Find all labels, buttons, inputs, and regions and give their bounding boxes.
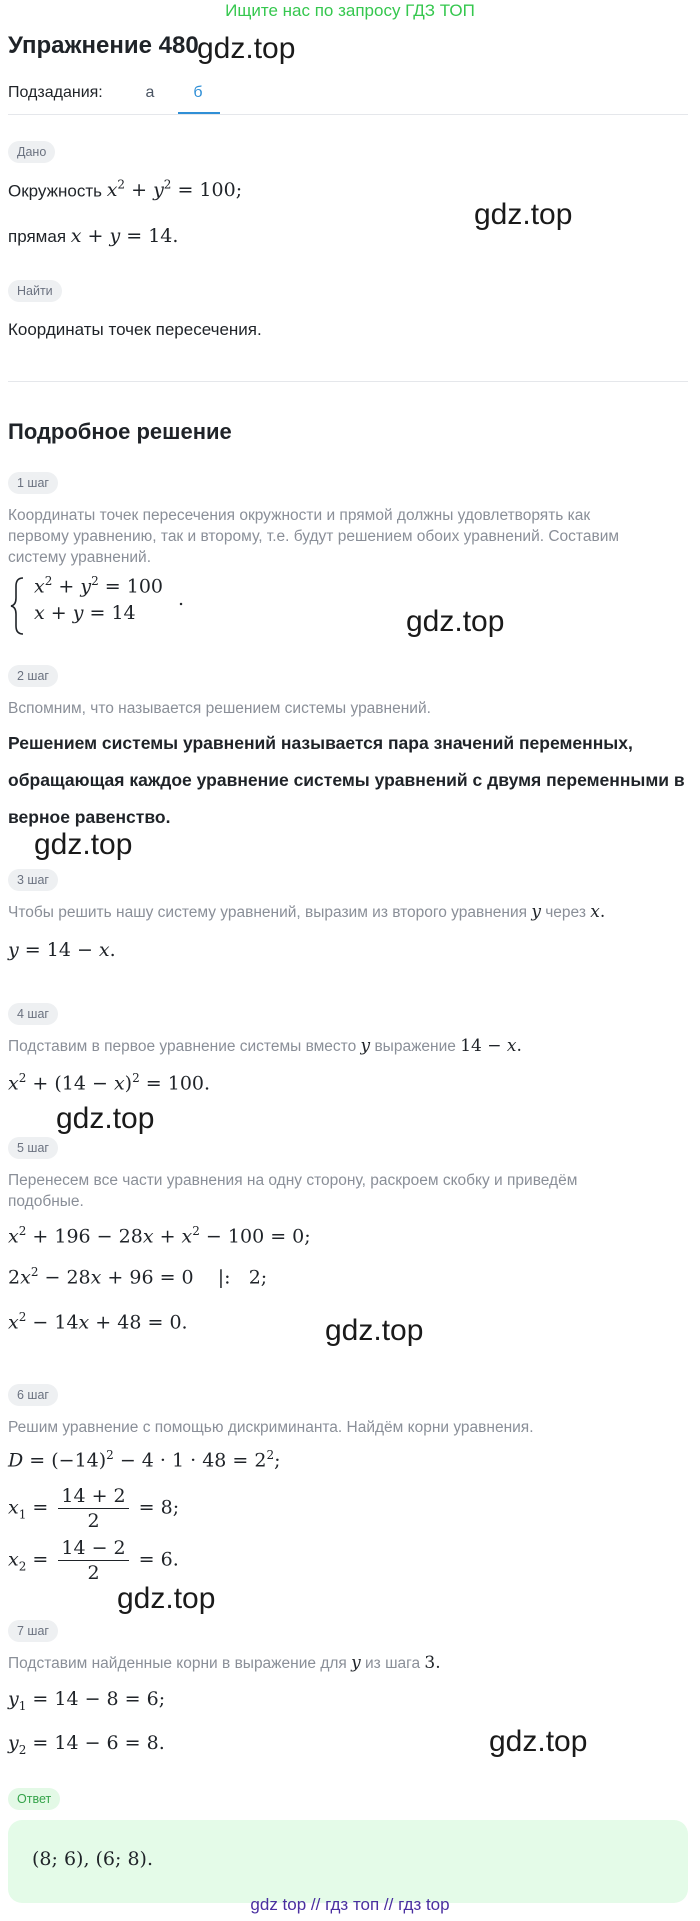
- step-1-badge: 1 шаг: [8, 472, 58, 494]
- step-6-discriminant: $D = (-14)^2 - 4 \cdot 1 \cdot 48 = 2^2$;: [8, 1448, 281, 1472]
- given-circle: Окружность $x^2 + y^2 = 100$;: [8, 178, 243, 202]
- page-title: Упражнение 480: [8, 32, 199, 59]
- given-badge: Дано: [8, 141, 55, 163]
- step-3-equation: y = 14 − x.: [8, 939, 116, 961]
- watermark: gdz.top: [325, 1314, 424, 1347]
- step-5-badge: 5 шаг: [8, 1137, 58, 1159]
- step-4-text-a: Подставим в первое уравнение системы вместо: [8, 1038, 361, 1055]
- step-5-equation-3: $x^2 - 14x + 48 = 0$.: [8, 1310, 188, 1334]
- step-5-equation-1: $x^2 + 196 - 28x + x^2 - 100 = 0$;: [8, 1224, 311, 1248]
- step-3-text-a: Чтобы решить нашу систему уравнений, выразим из второго уравнения: [8, 904, 532, 921]
- step-6-text: Решим уравнение с помощью дискриминанта. Найдём корни уравнения.: [8, 1419, 534, 1436]
- footer-links[interactable]: gdz top // гдз топ // гдз top: [250, 1895, 450, 1914]
- watermark: gdz.top: [56, 1102, 155, 1135]
- subtask-tab-a[interactable]: а: [145, 84, 155, 101]
- subtasks-divider: [8, 114, 688, 115]
- step-5-text: Перенесем все части уравнения на одну сторону, раскроем скобку и приведём подобные.: [8, 1172, 578, 1210]
- given-line-label: прямая: [8, 227, 71, 246]
- watermark: gdz.top: [34, 828, 133, 861]
- find-text: Координаты точек пересечения.: [8, 320, 262, 339]
- watermark: gdz.top: [474, 198, 573, 231]
- find-badge: Найти: [8, 280, 62, 302]
- step-3-text-b: через: [540, 904, 591, 921]
- equation-system: $x^2 + y^2 = 100$ x + y = 14 .: [8, 574, 208, 634]
- watermark: gdz.top: [117, 1582, 216, 1615]
- answer-badge: Ответ: [8, 1788, 60, 1810]
- step-3-text: Чтобы решить нашу систему уравнений, выразим из второго уравнения y через x.: [8, 902, 606, 922]
- subtask-tab-b[interactable]: б: [193, 84, 203, 101]
- section-divider: [8, 381, 688, 382]
- step-2-badge: 2 шаг: [8, 665, 58, 687]
- step-6-badge: 6 шаг: [8, 1384, 58, 1406]
- step-7-text-b: из шага: [360, 1655, 425, 1672]
- step-4-text-b: выражение: [370, 1038, 461, 1055]
- step-7-text-a: Подставим найденные корни в выражение для: [8, 1655, 352, 1672]
- step-5-equation-2: $2x^2 - 28x + 96 = 0$ |: 2;: [8, 1265, 268, 1289]
- watermark: gdz.top: [489, 1725, 588, 1758]
- step-7-badge: 7 шаг: [8, 1620, 58, 1642]
- step-2-text: Вспомним, что называется решением системы уравнений.: [8, 700, 431, 717]
- step-7-text: Подставим найденные корни в выражение для y из шага 3.: [8, 1653, 441, 1673]
- watermark: gdz.top: [197, 32, 296, 65]
- step-4-text: Подставим в первое уравнение системы вместо y выражение 14 − x.: [8, 1036, 522, 1056]
- given-circle-label: Окружность: [8, 181, 107, 201]
- given-line: прямая x + y = 14.: [8, 225, 179, 247]
- step-1-text: Координаты точек пересечения окружности и прямой должны удовлетворять как первому уравнению, так и второму, т.е. будут решением обоих уравнений. Составим систему уравнений.: [8, 507, 620, 566]
- subtasks-label: Подзадания:: [8, 84, 103, 101]
- search-banner: Ищите нас по запросу ГДЗ ТОП: [225, 1, 475, 20]
- step-3-badge: 3 шаг: [8, 869, 58, 891]
- step-7-equation-1: $y_1 = 14 - 8 = 6$;: [8, 1688, 166, 1713]
- step-4-badge: 4 шаг: [8, 1003, 58, 1025]
- step-4-equation: $x^2 + (14 - x)^2 = 100$.: [8, 1071, 211, 1095]
- step-7-equation-2: $y_2 = 14 - 6 = 8$.: [8, 1732, 165, 1757]
- step-6-root-1: $x_1$ = $\frac{14 + 2}{2}$ = 8;: [8, 1485, 180, 1532]
- watermark: gdz.top: [406, 605, 505, 638]
- step-2-definition: Решением системы уравнений называется пара значений переменных, обращающая каждое уравнение системы уравнений с двумя переменными в верное равенство.: [8, 733, 685, 827]
- answer-box: [8, 1820, 688, 1903]
- step-6-root-2: $x_2$ = $\frac{14 - 2}{2}$ = 6.: [8, 1537, 179, 1584]
- solution-title: Подробное решение: [8, 419, 232, 444]
- answer-value: (8; 6), (6; 8).: [32, 1848, 154, 1870]
- left-brace-icon: [8, 576, 30, 636]
